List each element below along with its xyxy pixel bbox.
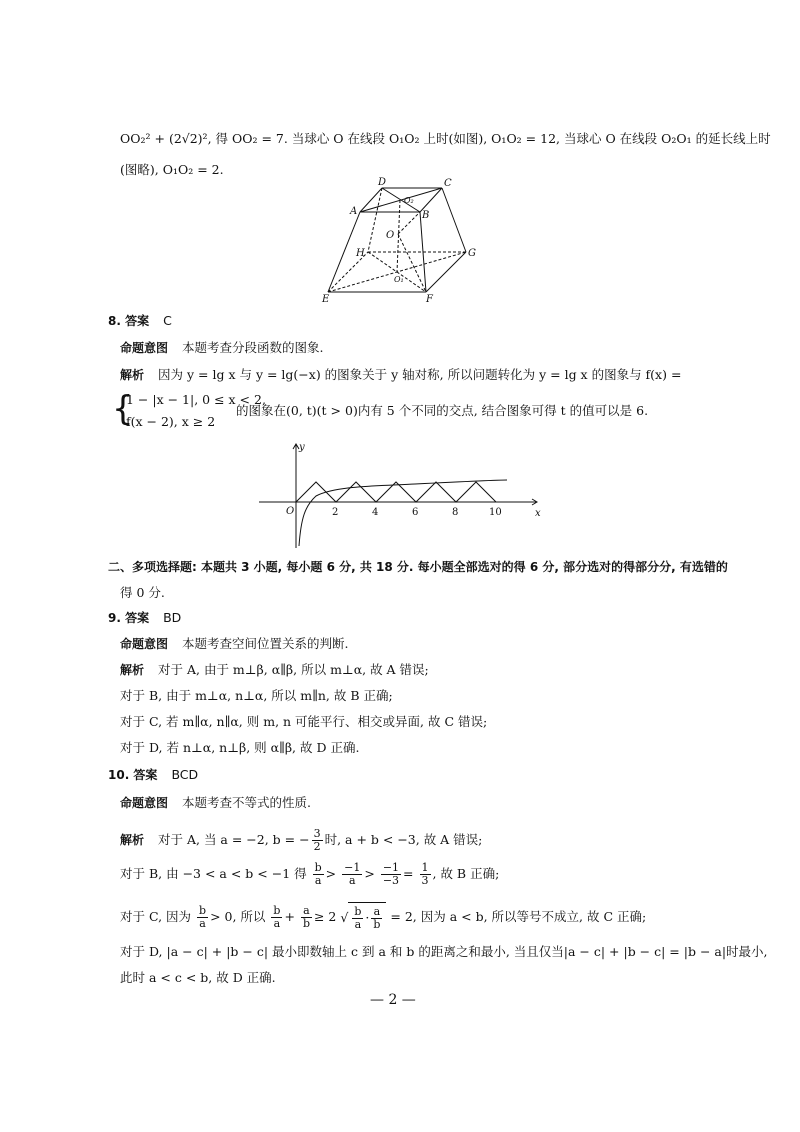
axis-x-label: x <box>535 508 541 519</box>
tick-label: 6 <box>412 507 419 518</box>
tick-label: 2 <box>332 507 339 518</box>
origin-label: O <box>286 506 295 517</box>
q10-intent: 命题意图 本题考查不等式的性质. <box>120 795 311 810</box>
page-number: — 2 — <box>370 992 416 1008</box>
function-graph <box>255 438 555 550</box>
vertex-label: O <box>386 230 395 241</box>
tick-label: 4 <box>372 507 379 518</box>
piecewise-case: 1 − |x − 1|, 0 ≤ x < 2, <box>126 392 266 407</box>
axis-y-label: y <box>299 442 305 453</box>
q9-heading: 9. 答案 BD <box>108 610 182 625</box>
vertex-label: O₂ <box>404 196 414 205</box>
text-line: 对于 B, 由于 m⊥α, n⊥α, 所以 m∥n, 故 B 正确; <box>120 688 393 703</box>
text-line: 的图象在(0, t)(t > 0)内有 5 个不同的交点, 结合图象可得 t 的值可以是 6. <box>236 403 649 418</box>
q8-analysis: 解析 因为 y = lg x 与 y = lg(−x) 的图象关于 y 轴对称, 所以问题转化为 y = lg x 的图象与 f(x) = <box>120 367 682 382</box>
text-line: OO₂² + (2√2)², 得 OO₂ = 7. 当球心 O 在线段 O₁O₂ 上时(如图), O₁O₂ = 12, 当球心 O 在线段 O₂O₁ 的延长线上时 <box>120 131 771 146</box>
vertex-label: B <box>422 210 430 221</box>
tick-label: 10 <box>489 507 502 518</box>
vertex-label: A <box>350 206 358 217</box>
q10-heading: 10. 答案 BCD <box>108 767 199 782</box>
text-line: 对于 D, 若 n⊥α, n⊥β, 则 α∥β, 故 D 正确. <box>120 740 360 755</box>
text-line: 此时 a < c < b, 故 D 正确. <box>120 970 276 985</box>
vertex-label: C <box>444 178 452 189</box>
q10-analysis-b: 对于 B, 由 −3 < a < b < −1 得 $\frac{b}{a}$ > $\frac{-1}{a}$ > $\frac{-1}{-3}$ = $\frac{1}{3}$ , 故 B 正确; <box>120 861 500 887</box>
frustum-figure <box>320 176 500 306</box>
section-heading: 二、多项选择题: 本题共 3 小题, 每小题 6 分, 共 18 分. 每小题全部选对的得 6 分, 部分选对的得部分分, 有选错的 <box>108 560 728 574</box>
q10-analysis-a: 解析 对于 A, 当 a = −2, b = − $\frac{3}{2}$ 时, a + b < −3, 故 A 错误; <box>120 827 483 853</box>
vertex-label: E <box>322 294 330 305</box>
piecewise-brace: { <box>112 389 134 429</box>
text-line: (图略), O₁O₂ = 2. <box>120 162 224 177</box>
tick-label: 8 <box>452 507 459 518</box>
piecewise-case: f(x − 2), x ≥ 2 <box>126 414 216 429</box>
vertex-label: F <box>426 294 433 305</box>
q8-heading: 8. 答案 C <box>108 313 172 328</box>
text-line: 对于 D, |a − c| + |b − c| 最小即数轴上 c 到 a 和 b 的距离之和最小, 当且仅当|a − c| + |b − c| = |b − a|时最小, <box>120 944 768 959</box>
text-line: 对于 C, 若 m∥α, n∥α, 则 m, n 可能平行、相交或异面, 故 C 错误; <box>120 714 488 729</box>
q10-analysis-c: 对于 C, 因为 $\frac{b}{a}$ > 0, 所以 $\frac{b}{a}$ + $\frac{a}{b}$ ≥ 2 √ $\frac{b}{a}$ · $\frac{a}{b}$ = 2, 因为 a < b, 所以等号不成立, 故 C 正确; <box>120 904 647 931</box>
vertex-label: D <box>378 177 387 188</box>
q9-analysis: 解析 对于 A, 由于 m⊥β, α∥β, 所以 m⊥α, 故 A 错误; <box>120 662 429 677</box>
vertex-label: G <box>468 248 476 259</box>
q8-intent: 命题意图 本题考查分段函数的图象. <box>120 340 324 355</box>
text-line: 得 0 分. <box>120 585 165 600</box>
vertex-label: H <box>356 248 365 259</box>
vertex-label: O₁ <box>394 275 404 284</box>
q9-intent: 命题意图 本题考查空间位置关系的判断. <box>120 636 349 651</box>
